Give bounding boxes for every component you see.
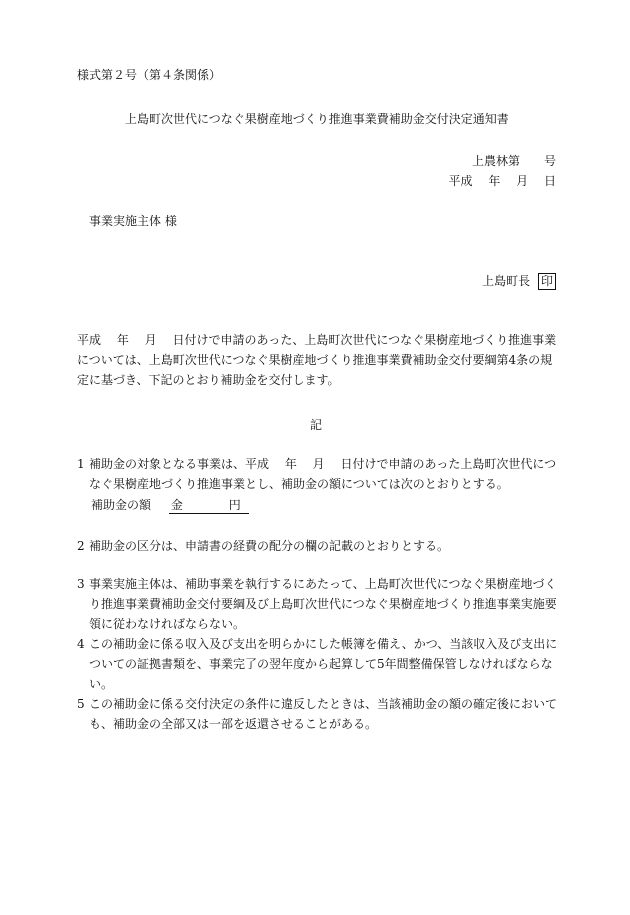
document-title: 上島町次世代につなぐ果樹産地づくり推進事業費補助金交付決定通知書 xyxy=(125,112,509,126)
list-item-1 xyxy=(77,454,559,494)
issuer-block xyxy=(482,272,556,290)
amount-unit: 円 xyxy=(228,498,241,512)
item-number: 1 xyxy=(77,457,85,471)
form-number: 様式第２号（第４条関係） xyxy=(77,68,222,82)
list-item-5 xyxy=(77,694,559,734)
item-text: この補助金に係る収入及び支出を明らかにした帳簿を備え、かつ、当該収入及び支出についての証拠書類を、事業完了の翌年度から起算して5年間整備保管しなければならない。 xyxy=(89,637,558,691)
list-item-3 xyxy=(77,574,559,634)
item-number: 5 xyxy=(77,697,85,711)
addressee: 事業実施主体 様 xyxy=(89,214,177,228)
item-number: 2 xyxy=(77,539,85,553)
item-number: 4 xyxy=(77,637,85,651)
intro-paragraph: 平成 年 月 日付けで申請のあった、上島町次世代につなぐ果樹産地づくり推進事業については、上島町次世代につなぐ果樹産地づくり推進事業費補助金交付要綱第4条の規定に基づき、下記のとおり補助金を交付します。 xyxy=(77,333,557,387)
item-text: 補助金の対象となる事業は、平成 年 月 日付けで申請のあった上島町次世代につなぐ果樹産地づくり推進事業とし、補助金の額については次のとおりとする。 xyxy=(89,457,557,491)
document-number: 上農林第 号 xyxy=(471,154,556,168)
amount-field xyxy=(169,496,249,514)
list-item-4 xyxy=(77,634,559,694)
item-text: 補助金の区分は、申請書の経費の配分の欄の記載のとおりとする。 xyxy=(89,539,450,553)
issuer-name: 上島町長 xyxy=(482,274,531,288)
amount-line xyxy=(91,496,249,514)
ki-heading: 記 xyxy=(310,418,323,432)
item-text: 事業実施主体は、補助事業を執行するにあたって、上島町次世代につなぐ果樹産地づくり推進事業費補助金交付要綱及び上島町次世代につなぐ果樹産地づくり推進事業実施要領に従わなければならない。 xyxy=(89,577,557,631)
item-number: 3 xyxy=(77,577,85,591)
amount-label: 補助金の額 xyxy=(91,498,152,512)
seal-mark: 印 xyxy=(538,273,556,290)
item-text: この補助金に係る交付決定の条件に違反したときは、当該補助金の額の確定後においても、補助金の全部又は一部を返還させることがある。 xyxy=(89,697,558,731)
amount-prefix: 金 xyxy=(170,498,183,512)
list-item-2 xyxy=(77,536,559,556)
document-date: 平成 年 月 日 xyxy=(448,174,556,188)
